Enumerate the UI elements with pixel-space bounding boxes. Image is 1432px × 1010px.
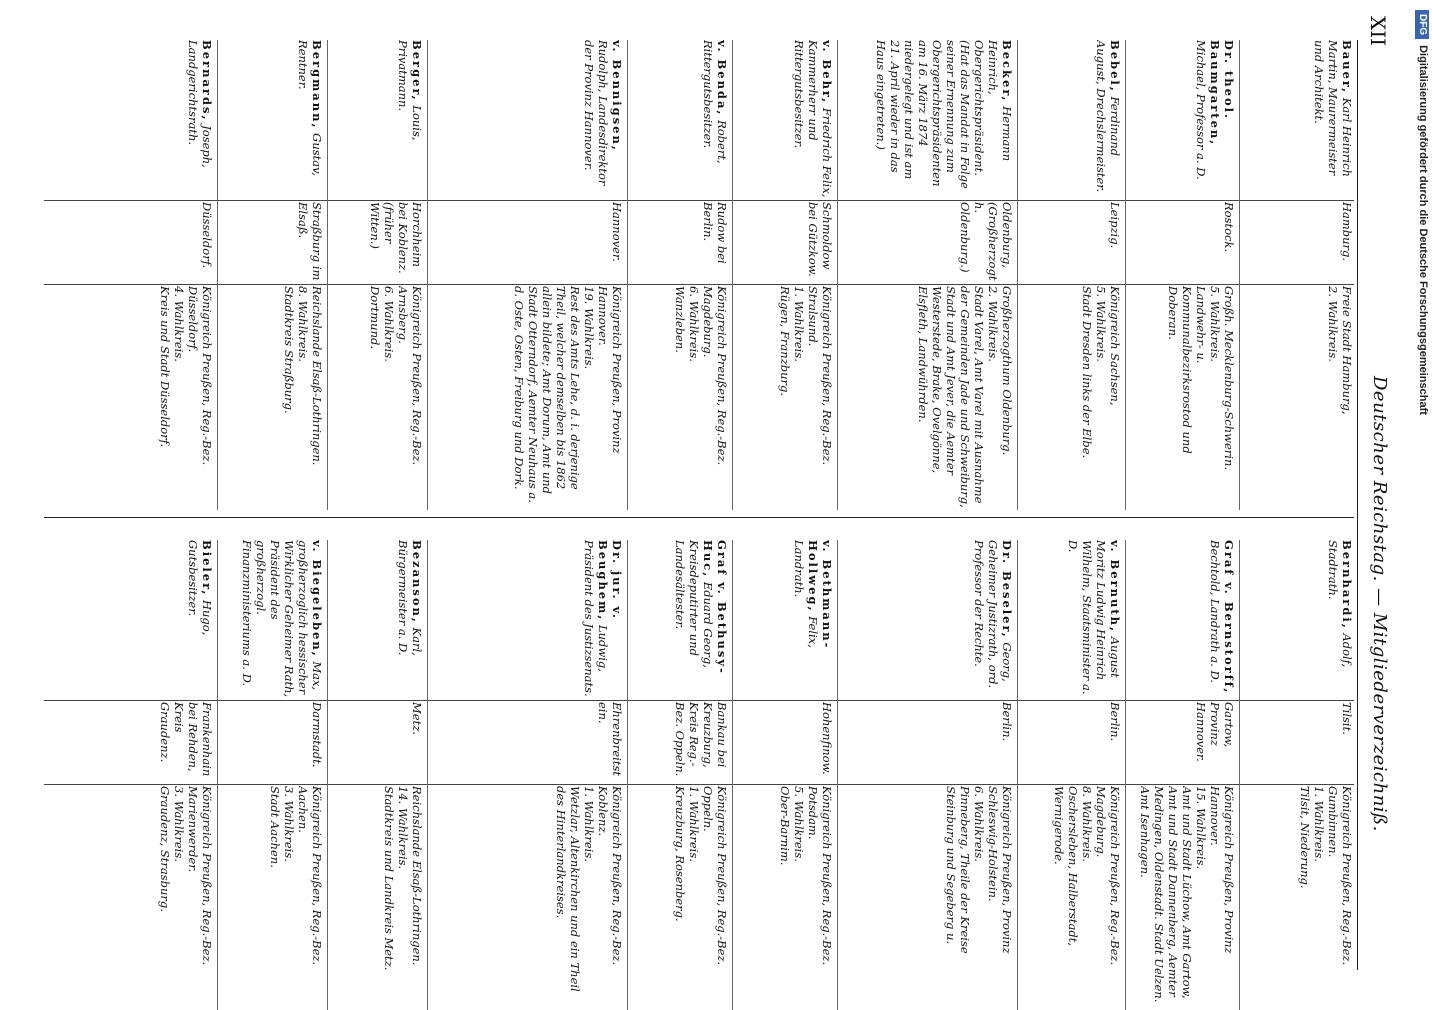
member-details: Michael, Professor a. D. bbox=[1194, 40, 1208, 180]
district-line: Kreis und Stadt Düsseldorf. bbox=[158, 286, 172, 448]
member-surname: Becker, bbox=[1000, 40, 1014, 103]
electoral-district bbox=[1166, 286, 1236, 508]
entry-divider bbox=[217, 40, 218, 510]
member-residence: Tilsit. bbox=[1340, 702, 1354, 735]
entry-divider bbox=[1017, 540, 1018, 1010]
electoral-district bbox=[778, 286, 834, 508]
electoral-district bbox=[368, 286, 424, 508]
district-line: Königreich Preußen, Reg.-Bez. Potsdam. bbox=[806, 786, 834, 966]
district-line: 3. Wahlkreis. bbox=[282, 786, 296, 862]
member-residence: Leipzig. bbox=[1108, 202, 1122, 249]
district-line: Freie Stadt Hamburg, bbox=[1340, 286, 1354, 415]
member-details: Karl, Bürgermeister a. D. bbox=[396, 540, 424, 656]
member-residence: Horchheim bei Koblenz. (früher Witten.) bbox=[368, 202, 424, 274]
district-line: 8. Wahlkreis. bbox=[296, 286, 310, 362]
member-residence: Berlin. bbox=[1000, 702, 1014, 742]
member-details: Joseph, Landgerichtsrath. bbox=[186, 40, 214, 168]
member-residence: Metz. bbox=[410, 702, 424, 735]
member-name-cell bbox=[582, 540, 624, 698]
district-line: Königreich Preußen, Reg.-Bez. Arnsberg. bbox=[396, 286, 424, 466]
member-residence: Schmoldow bei Gützkow. bbox=[806, 202, 834, 277]
electoral-district bbox=[158, 786, 214, 1008]
member-surname: Bebel, bbox=[1108, 40, 1122, 93]
entry-divider bbox=[217, 540, 218, 1010]
member-surname: Dr. jur. v. Beughem, bbox=[596, 540, 624, 622]
member-details: Robert, Rittergutsbesitzer. bbox=[701, 40, 729, 164]
district-line: 2. Wahlkreis. bbox=[1326, 286, 1340, 362]
entry-divider bbox=[627, 540, 628, 1010]
district-line: Pinneberg, Theile der Kreise Steinburg und Segeberg u. bbox=[944, 786, 972, 954]
page-header bbox=[1362, 16, 1392, 984]
district-line: Graudenz, Strasburg. bbox=[158, 786, 172, 912]
electoral-district bbox=[268, 786, 324, 1008]
electoral-district bbox=[673, 286, 729, 508]
member-name-cell bbox=[396, 40, 424, 198]
member-surname: v. Behr, bbox=[820, 40, 834, 105]
member-surname: Bergmann, bbox=[310, 40, 324, 130]
member-name-cell bbox=[701, 40, 729, 198]
member-name-cell bbox=[1194, 40, 1236, 198]
header-rule bbox=[1357, 40, 1358, 970]
member-name-cell bbox=[1094, 40, 1122, 198]
member-details: Ferdinand August, Drechslermeister. bbox=[1094, 40, 1122, 193]
member-surname: Dr. Beseler, bbox=[1000, 540, 1014, 639]
district-line: Königreich Preußen, Reg.-Bez. Koblenz. bbox=[596, 786, 624, 966]
district-line: Kreuzburg, Rosenberg. bbox=[673, 786, 687, 922]
district-line: 1. Wahlkreis. bbox=[582, 786, 596, 862]
member-name-cell bbox=[1326, 540, 1354, 698]
member-name-cell bbox=[792, 40, 834, 198]
member-surname: Bieler, bbox=[200, 540, 214, 597]
electoral-district bbox=[673, 786, 729, 1008]
district-line: 5. Wahlkreis. bbox=[1094, 286, 1108, 362]
district-line: Wanzleben. bbox=[673, 286, 687, 353]
member-surname: Graf v. Bethusy-Huc, bbox=[701, 540, 729, 675]
entry-divider bbox=[1125, 40, 1126, 510]
entry-divider bbox=[427, 40, 428, 510]
member-details: Adolf, Stadtrath. bbox=[1326, 540, 1354, 668]
district-line: 6. Wahlkreis. bbox=[687, 286, 701, 362]
district-line: Königreich Preußen, Provinz Hannover. bbox=[596, 286, 624, 454]
member-residence: Rudow bei Berlin. bbox=[701, 202, 729, 264]
member-surname: Bauer, bbox=[1340, 40, 1354, 95]
district-line: Tilsit, Niederung. bbox=[1298, 786, 1312, 889]
district-line: Königreich Preußen, Reg.-Bez. Marienwerder. bbox=[186, 786, 214, 966]
entry-divider bbox=[732, 540, 733, 1010]
electoral-district bbox=[554, 786, 624, 1008]
district-line: Reichslande Elsaß-Lothringen. bbox=[310, 286, 324, 466]
member-residence: Hohenfinow. bbox=[820, 702, 834, 775]
electoral-district bbox=[1298, 786, 1354, 1008]
running-title: Deutscher Reichstag. — Mitgliederverzeichniß. bbox=[1369, 376, 1390, 832]
credit-strip bbox=[1414, 10, 1432, 990]
district-line: Stadt Varel, Amt Varel mit Ausnahme der Gemeinden Jade und Schweiburg, Stadt und Amt Jever, die Aemter Westerstede, Brake, Ovelgönne, Elsfleth, Landwührden. bbox=[916, 286, 986, 508]
district-line: 6. Wahlkreis. bbox=[382, 286, 396, 362]
member-name-cell bbox=[1208, 540, 1236, 698]
district-line: 5. Wahlkreis. bbox=[1208, 286, 1222, 362]
member-residence: Hamburg. bbox=[1340, 202, 1354, 262]
member-residence: Berlin. bbox=[1108, 702, 1122, 742]
district-line: Reichslande Elsaß-Lothringen. bbox=[410, 786, 424, 966]
member-surname: v. Bethmann-Hollweg, bbox=[806, 540, 834, 650]
electoral-district bbox=[1138, 786, 1236, 1008]
member-details: Georg, Geheimer Justizrath, ord. Professor der Rechte. bbox=[972, 540, 1014, 689]
district-line: Stadtkreis Straßburg. bbox=[282, 286, 296, 414]
electoral-district bbox=[512, 286, 624, 508]
electoral-district bbox=[158, 286, 214, 508]
entry-divider bbox=[837, 540, 838, 1010]
district-line: 1. Wahlkreis. bbox=[687, 786, 701, 862]
member-residence: Hannover. bbox=[610, 202, 624, 262]
district-line: Königreich Preußen, Reg.-Bez. Gumbinnen. bbox=[1326, 786, 1354, 966]
member-name-cell bbox=[972, 540, 1014, 698]
member-surname: v. Bennigsen, bbox=[610, 40, 624, 152]
dfg-logo: DFG bbox=[1415, 10, 1429, 39]
member-name-cell bbox=[582, 40, 624, 198]
member-residence: Oldenburg, (Großherzogth. Oldenburg.) bbox=[958, 202, 1014, 281]
district-line: Königreich Sachsen, bbox=[1108, 286, 1122, 406]
member-details: August Moritz Ludwig Heinrich Wilhelm, Staatsminister a. D. bbox=[1066, 540, 1122, 695]
member-residence: Gartow, Provinz Hannover. bbox=[1194, 702, 1236, 762]
member-residence: Ehrenbreitstein. bbox=[596, 702, 624, 776]
entry-divider bbox=[327, 40, 328, 510]
member-surname: Graf v. Bernstorff, bbox=[1222, 540, 1236, 695]
entry-divider bbox=[837, 40, 838, 510]
entry-divider bbox=[1239, 40, 1240, 510]
member-surname: v. Bernuth, bbox=[1108, 540, 1122, 634]
district-line: Landwehr- u. Kommunalbezirksrostod und Doberan. bbox=[1166, 286, 1208, 454]
centre-rule bbox=[44, 517, 1354, 518]
electoral-district bbox=[916, 286, 1014, 508]
member-name-cell bbox=[874, 40, 1014, 198]
entry-divider bbox=[1017, 40, 1018, 510]
member-surname: Berger, bbox=[410, 40, 424, 102]
district-line: Königreich Preußen, Provinz Hannover. bbox=[1208, 786, 1236, 954]
district-line: 1. Wahlkreis. bbox=[792, 286, 806, 362]
district-line: Stadt Dresden links der Elbe. bbox=[1080, 286, 1094, 459]
member-surname: Bernhardi, bbox=[1340, 540, 1354, 630]
member-residence: Bankau bei Kreuzburg, Kreis Reg.-Bez. Oppeln. bbox=[673, 702, 729, 777]
member-residence: Düsseldorf. bbox=[200, 202, 214, 269]
electoral-district bbox=[1326, 286, 1354, 508]
district-line: Königreich Preußen, Reg.-Bez. Magdeburg. bbox=[1094, 786, 1122, 966]
member-residence: Darmstadt. bbox=[310, 702, 324, 768]
district-line: 1. Wahlkreis. bbox=[1312, 786, 1326, 862]
page-number: XII bbox=[1366, 16, 1390, 47]
member-name-cell bbox=[186, 40, 214, 198]
district-line: Rügen, Franzburg. bbox=[778, 286, 792, 397]
entry-divider bbox=[327, 540, 328, 1010]
member-details: Eduard Georg, Kreisdeputirter und Landesältester. bbox=[673, 540, 715, 668]
district-line: 15. Wahlkreis. bbox=[1194, 786, 1208, 870]
district-line: Wetzlar, Altenkirchen und ein Theil des Hinterlandkreises. bbox=[554, 786, 582, 992]
district-line: Königreich Preußen, Reg.-Bez. Magdeburg. bbox=[701, 286, 729, 466]
electoral-district bbox=[944, 786, 1014, 1008]
entry-divider bbox=[627, 40, 628, 510]
district-line: Amt und Stadt Lüchow, Amt Gartow, Amt und Stadt Dannenberg, Aemter Medingen, Oldenstadt. Stadt Uelzen. Amt Isenhagen. bbox=[1138, 786, 1194, 1003]
electoral-district bbox=[382, 786, 424, 1008]
column-separator bbox=[44, 284, 1354, 285]
district-line: 5. Wahlkreis. bbox=[792, 786, 806, 862]
column-separator bbox=[44, 200, 1354, 201]
district-line: Großherzogthum Oldenburg. bbox=[1000, 286, 1014, 456]
member-residence: Rostock. bbox=[1222, 202, 1236, 253]
right-column-block bbox=[44, 540, 1354, 1010]
district-line: 3. Wahlkreis. bbox=[172, 786, 186, 862]
district-line: Rest des Amts Lehe, d. i. derjenige Theil, welcher demselben bis 1862 allein bildete; Amt Dorum, Amt und Stadt Otterndorf, Aemter Neuhaus a. d. Oste, Osten, Freiburg und Dork. bbox=[512, 286, 582, 503]
member-details: Max, großherzoglich hessischer Wirklicher Geheimer Rath, Präsident des großherzogl. Finanzministeriums a. D. bbox=[240, 540, 324, 698]
electoral-district bbox=[282, 286, 324, 508]
member-details: Felix, Landrath. bbox=[792, 540, 820, 648]
member-details: Karl Heinrich Martin, Maurermeister und Architekt. bbox=[1312, 40, 1354, 177]
district-line: Stadt Aachen. bbox=[268, 786, 282, 868]
district-line: Oschersleben, Halberstadt, Wernigerode. bbox=[1052, 786, 1080, 946]
electoral-district bbox=[1052, 786, 1122, 1008]
member-name-cell bbox=[792, 540, 834, 698]
member-name-cell bbox=[240, 540, 324, 698]
district-line: 4. Wahlkreis. bbox=[172, 286, 186, 362]
member-details: Hugo, Gutsbesitzer. bbox=[186, 540, 214, 636]
member-surname: v. Biegeleben, bbox=[310, 540, 324, 658]
member-details: Hermann Heinrich, Obergerichtspräsident. (Hat das Mandat in Folge seiner Ernennung zum Obergerichtspräsidenten am 16. März 1874 niedergelegt und ist am 21. April wieder in das Haus eingetreten.) bbox=[874, 40, 1014, 189]
district-line: 19. Wahlkreis. bbox=[582, 286, 596, 370]
member-surname: v. Benda, bbox=[715, 40, 729, 117]
entry-divider bbox=[732, 40, 733, 510]
district-line: Königreich Preußen, Reg.-Bez. Düsseldorf. bbox=[186, 286, 214, 466]
member-surname: Bezanson, bbox=[410, 540, 424, 624]
district-line: Königreich Preußen, Provinz Schleswig-Holstein. bbox=[986, 786, 1014, 954]
district-line: Großh. Mecklenburg-Schwerin. bbox=[1222, 286, 1236, 471]
district-line: Ober-Barnim. bbox=[778, 786, 792, 866]
member-name-cell bbox=[673, 540, 729, 698]
member-surname: Bernards, bbox=[200, 40, 214, 122]
district-line: 2. Wahlkreis. bbox=[986, 286, 1000, 362]
column-separator bbox=[44, 700, 1354, 701]
member-details: Ludwig, Präsident des Justizsenats. bbox=[582, 540, 610, 697]
entry-divider bbox=[427, 540, 428, 1010]
district-line: 14. Wahlkreis. bbox=[396, 786, 410, 870]
column-separator bbox=[44, 784, 1354, 785]
district-line: 6. Wahlkreis. bbox=[972, 786, 986, 862]
member-residence: Straßburg im Elsaß. bbox=[296, 202, 324, 281]
member-name-cell bbox=[186, 540, 214, 698]
member-name-cell bbox=[1066, 540, 1122, 698]
district-line: 8. Wahlkreis. bbox=[1080, 786, 1094, 862]
credit-text: Digitalisierung gefördert durch die Deutsche Forschungsgemeinschaft bbox=[1417, 45, 1429, 415]
entry-divider bbox=[1239, 540, 1240, 1010]
electoral-district bbox=[1080, 286, 1122, 508]
member-details: Louis, Privatmann. bbox=[396, 40, 424, 141]
member-name-cell bbox=[396, 540, 424, 698]
member-details: Gustav, Rentner. bbox=[296, 40, 324, 176]
member-residence: Frankenhain bei Rehden, Kreis Graudenz. bbox=[158, 702, 214, 777]
member-details: Bechtold, Landrath a. D. bbox=[1208, 540, 1222, 683]
left-column-block bbox=[44, 40, 1354, 510]
district-line: Dortmund. bbox=[368, 286, 382, 349]
member-surname: Dr. theol. Baumgarten, bbox=[1208, 40, 1236, 147]
district-line: Königreich Preußen, Reg.-Bez. Stralsund. bbox=[806, 286, 834, 466]
entry-divider bbox=[1125, 540, 1126, 1010]
member-details: Rudolph, Landesdirektor der Provinz Hannover. bbox=[582, 40, 610, 186]
district-line: Königreich Preußen, Reg.-Bez. Oppeln. bbox=[701, 786, 729, 966]
electoral-district bbox=[778, 786, 834, 1008]
member-details: Friedrich Felix, Kammerherr und Rittergutsbesitzer. bbox=[792, 40, 834, 198]
member-name-cell bbox=[296, 40, 324, 198]
district-line: Stadtkreis und Landkreis Metz. bbox=[382, 786, 396, 971]
district-line: Königreich Preußen, Reg.-Bez. Aachen. bbox=[296, 786, 324, 966]
member-name-cell bbox=[1312, 40, 1354, 198]
